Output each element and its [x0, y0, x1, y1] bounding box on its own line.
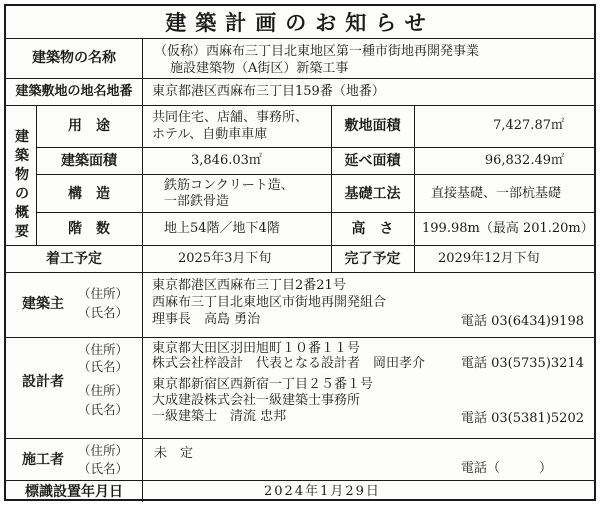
rule — [36, 174, 594, 175]
owner-label: 建築主 — [22, 296, 64, 312]
structure-label: 構 造 — [68, 186, 110, 202]
rule — [6, 438, 594, 439]
designer-a-phone: 電話 03(5735)3214 — [461, 356, 584, 371]
contractor-value: 未 定 — [154, 446, 194, 461]
designer-a-line2: 株式会社梓設計 代表となる設計者 岡田孝介 — [152, 356, 426, 371]
owner-line3: 理事長 高島 勇治 — [152, 312, 261, 327]
rule — [6, 272, 594, 273]
contractor-name-label: （氏名） — [78, 461, 129, 476]
rule — [6, 480, 594, 481]
designer-b-address-label: （住所） — [78, 383, 129, 398]
structure-line1: 鉄筋コンクリート造、 — [164, 178, 294, 193]
rule — [36, 212, 594, 213]
contractor-phone: 電話（ ） — [461, 461, 553, 476]
site-area-value: 7,427.87㎡ — [493, 118, 564, 133]
sign-date-label: 標識設置年月日 — [25, 484, 123, 500]
overview-group-label: 建築物の概要 — [15, 129, 29, 240]
owner-line1: 東京都港区西麻布三丁目2番21号 — [152, 278, 346, 293]
rule — [6, 337, 594, 338]
rule — [142, 39, 143, 105]
contractor-label: 施工者 — [22, 452, 64, 468]
structure-line2: 一部鉄骨造 — [164, 194, 230, 209]
use-line2: ホテル、自動車車庫 — [152, 127, 268, 142]
designer-a-line1: 東京都大田区羽田旭町１０番１１号 — [152, 341, 361, 356]
end-value: 2029年12月下旬 — [438, 251, 540, 266]
rule — [6, 78, 594, 79]
rule — [142, 480, 143, 502]
rule — [6, 105, 594, 106]
floors-value: 地上54階／地下4階 — [164, 221, 280, 236]
foundation-value: 直接基礎、一部杭基礎 — [431, 186, 562, 201]
floors-label: 階 数 — [68, 221, 110, 237]
building-area-label: 建築面積 — [61, 153, 117, 169]
foundation-label: 基礎工法 — [344, 186, 401, 202]
designer-b-name-label: （氏名） — [78, 402, 129, 417]
notice-board — [4, 4, 596, 501]
sign-date-value: 2024年1月29日 — [264, 484, 381, 499]
site-address-label: 建築敷地の地名地番 — [15, 84, 133, 99]
building-name-label: 建築物の名称 — [32, 50, 116, 66]
height-value: 199.98m（最高 201.20m） — [422, 221, 594, 236]
start-label: 着工予定 — [46, 251, 102, 267]
floor-area-value: 96,832.49㎡ — [484, 153, 564, 168]
designer-b-line1: 東京都新宿区西新宿一丁目２５番１号 — [152, 377, 374, 392]
end-label: 完了予定 — [344, 251, 401, 267]
rule — [142, 337, 143, 480]
designer-b-phone: 電話 03(5381)5202 — [461, 411, 584, 426]
rule — [142, 105, 143, 338]
designer-a-address-label: （住所） — [78, 342, 129, 357]
owner-phone: 電話 03(6434)9198 — [461, 314, 584, 329]
rule — [36, 147, 594, 148]
floor-area-label: 延べ面積 — [344, 153, 401, 169]
building-name-line1: （仮称）西麻布三丁目北東地区第一種市街地再開発事業 — [154, 44, 480, 59]
contractor-address-label: （住所） — [78, 443, 129, 458]
owner-name-label: （氏名） — [78, 305, 129, 320]
building-name-line2: 施設建築物（A街区）新築工事 — [170, 61, 349, 76]
site-area-label: 敷地面積 — [344, 118, 401, 134]
site-address-value: 東京都港区西麻布三丁目159番（地番） — [152, 84, 385, 99]
use-label: 用 途 — [68, 118, 110, 134]
building-area-value: 3,846.03㎡ — [191, 153, 262, 168]
start-value: 2025年3月下旬 — [178, 251, 272, 266]
use-line1: 共同住宅、店舗、事務所、 — [152, 110, 309, 125]
designer-label: 設計者 — [22, 374, 64, 390]
designer-b-line3: 一級建築士 清流 忠邦 — [152, 409, 287, 424]
designer-b-line2: 大成建設株式会社一級建築士事務所 — [152, 393, 361, 408]
rule — [6, 245, 594, 246]
height-label: 高 さ — [351, 221, 394, 237]
owner-address-label: （住所） — [78, 286, 129, 301]
owner-line2: 西麻布三丁目北東地区市街地再開発組合 — [152, 295, 387, 310]
notice-title: 建築計画のお知らせ — [6, 6, 594, 39]
designer-a-name-label: （氏名） — [78, 359, 129, 374]
